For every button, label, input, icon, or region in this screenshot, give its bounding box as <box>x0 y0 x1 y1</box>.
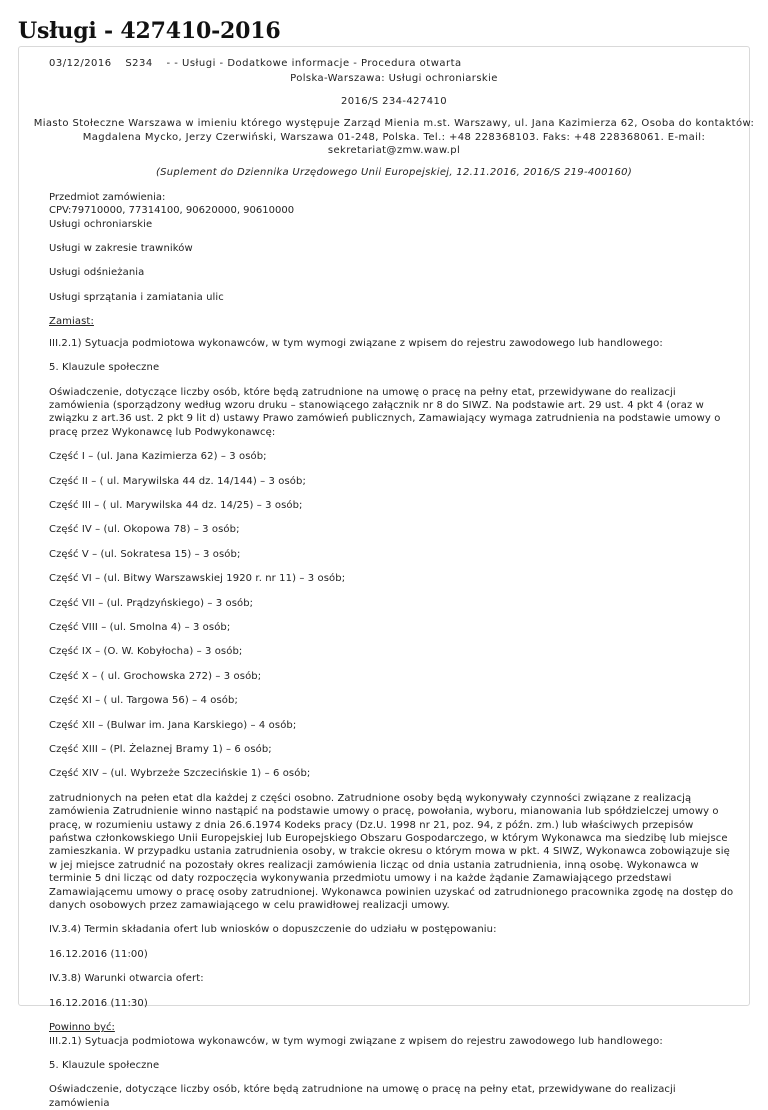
section-heading: III.2.1) Sytuacja podmiotowa wykonawców, w tym wymogi związane z wpisem do rejestru zawodowego lub handlowego: <box>49 337 663 349</box>
deadline-value: 16.12.2016 (11:00) <box>49 948 148 960</box>
service-item: Usługi odśnieżania <box>49 267 145 279</box>
notice-header-line <box>49 57 739 70</box>
clause-heading: 5. Klauzule społeczne <box>49 362 160 374</box>
subject-label: Przedmiot zamówienia: <box>49 191 166 203</box>
list-item: Część VIII – (ul. Smolna 4) – 3 osób; <box>49 621 231 633</box>
list-item: Część XI – ( ul. Targowa 56) – 4 osób; <box>49 695 238 707</box>
cpv-codes: CPV:79710000, 77314100, 90620000, 90610000 <box>49 205 295 217</box>
page-title: Usługi - 427410-2016 <box>18 18 281 44</box>
list-item: Część XIII – (Pl. Żelaznej Bramy 1) – 6 osób; <box>49 744 272 755</box>
list-item: Część I – (ul. Jana Kazimierza 62) – 3 osób; <box>49 451 267 463</box>
opening-heading: IV.3.8) Warunki otwarcia ofert: <box>49 973 204 985</box>
list-item: Część VII – (ul. Prądzyńskiego) – 3 osób; <box>49 597 254 609</box>
notice-reference: 2016/S 234-427410 <box>340 95 447 107</box>
notice-document <box>18 46 755 1109</box>
notice-summary: - - Usługi - Dodatkowe informacje - Procedura otwarta <box>166 58 462 69</box>
clause-heading: 5. Klauzule społeczne <box>49 1059 160 1071</box>
list-item: Część X – ( ul. Grochowska 272) – 3 osób; <box>49 670 262 682</box>
instead-label: Zamiast: <box>49 316 94 328</box>
statement-paragraph: Oświadczenie, dotyczące liczby osób, które będą zatrudnione na umowę o pracę na pełny etat, przewidywane do realizacji zamówienia <box>49 1084 676 1109</box>
statement-paragraph: Oświadczenie, dotyczące liczby osób, które będą zatrudnione na umowę o pracę na pełny etat, przewidywane do realizacji zamówienia (sporządzony według wzoru druku – stanowiącego załącznik nr 8 do SIWZ. Na podstawie art. 29 ust. 4 pkt 4 (oraz w związku z art.36 ust. 2 pkt 9 lit d) ustawy Prawo zamówień publicznych, Zamawiający wymaga zatrudnienia na podstawie umowy o pracę przez Wykonawcę lub Podwykonawcę: <box>49 386 721 438</box>
section-heading: III.2.1) Sytuacja podmiotowa wykonawców, w tym wymogi związane z wpisem do rejestru zawodowego lub handlowego: <box>49 1035 663 1047</box>
employment-paragraph: zatrudnionych na pełen etat dla każdej z części osobno. Zatrudnione osoby będą wykonywały czynności związane z realizacją zamówienia Zatrudnienie winno nastąpić na podstawie umowy o pracę, powołania, wyboru, mianowania lub spółdzielczej umowy o pracę, w rozumieniu ustawy z dnia 26.6.1974 Kodeks pracy (Dz.U. 1998 nr 21, poz. 94, z późn. zm.) lub właściwych przepisów państwa członkowskiego Unii Europejskiej lub Europejskiego Obszaru Gospodarczego, w którym Wykonawca ma siedzibę lub miejsce zamieszkania. W przypadku ustania zatrudnienia osoby, w trakcie okresu o którym mowa w pkt. 4 SIWZ, Wykonawca zobowiązuje się w jej miejsce zatrudnić na pozostały okres realizacji zamówienia licząc od dnia ustania zatrudnienia, inną osobę. Wykonawca w terminie 5 dni licząc od daty rozpoczęcia wykonywania przedmiotu umowy i na każde żądanie Zamawiającego przedstawi Zamawiającemu umowy o pracę osoby zatrudnionej. Wykonawca powinien uzyskać od zatrudnionego pracownika zgodę na dostęp do danych osobowych przez zamawiającego w celu prawidłowej realizacji umowy. <box>49 792 734 912</box>
list-item: Część III – ( ul. Marywilska 44 dz. 14/25) – 3 osób; <box>49 499 303 511</box>
service-item: Usługi sprzątania i zamiatania ulic <box>49 291 224 303</box>
notice-location-title: Polska-Warszawa: Usługi ochroniarskie <box>290 73 498 85</box>
publication-date: 03/12/2016 <box>49 58 112 69</box>
opening-value: 16.12.2016 (11:30) <box>49 997 148 1009</box>
contracting-authority: Miasto Stołeczne Warszawa w imieniu którego występuje Zarząd Mienia m.st. Warszawy, ul. Jana Kazimierza 62, Osoba do kontaktów: Magdalena Mycko, Jerzy Czerwiński, Warszawa 01-248, Polska. Tel.: +48 228368103. Faks: +48 228368061. E-mail: sekretariat@zmw.waw.pl <box>33 118 755 157</box>
deadline-heading: IV.3.4) Termin składania ofert lub wniosków o dopuszczenie do udziału w postępowaniu: <box>49 924 497 936</box>
list-item: Część VI – (ul. Bitwy Warszawskiej 1920 r. nr 11) – 3 osób; <box>49 573 346 585</box>
list-item: Część IV – (ul. Okopowa 78) – 3 osób; <box>49 524 240 536</box>
list-item: Część XIV – (ul. Wybrzeże Szczecińskie 1) – 6 osób; <box>49 768 311 780</box>
list-item: Część II – ( ul. Marywilska 44 dz. 14/144) – 3 osób; <box>49 475 306 487</box>
oj-series: S234 <box>125 58 153 69</box>
parts-list <box>49 450 739 781</box>
subject-name: Usługi ochroniarskie <box>49 218 153 230</box>
should-be-label: Powinno być: <box>49 1022 115 1034</box>
supplement-reference: (Suplement do Dziennika Urzędowego Unii Europejskiej, 12.11.2016, 2016/S 219-400160) <box>155 167 633 179</box>
list-item: Część IX – (O. W. Kobyłocha) – 3 osób; <box>49 646 243 658</box>
service-item: Usługi w zakresie trawników <box>49 243 193 255</box>
list-item: Część XII – (Bulwar im. Jana Karskiego) – 4 osób; <box>49 719 297 731</box>
list-item: Część V – (ul. Sokratesa 15) – 3 osób; <box>49 548 241 560</box>
